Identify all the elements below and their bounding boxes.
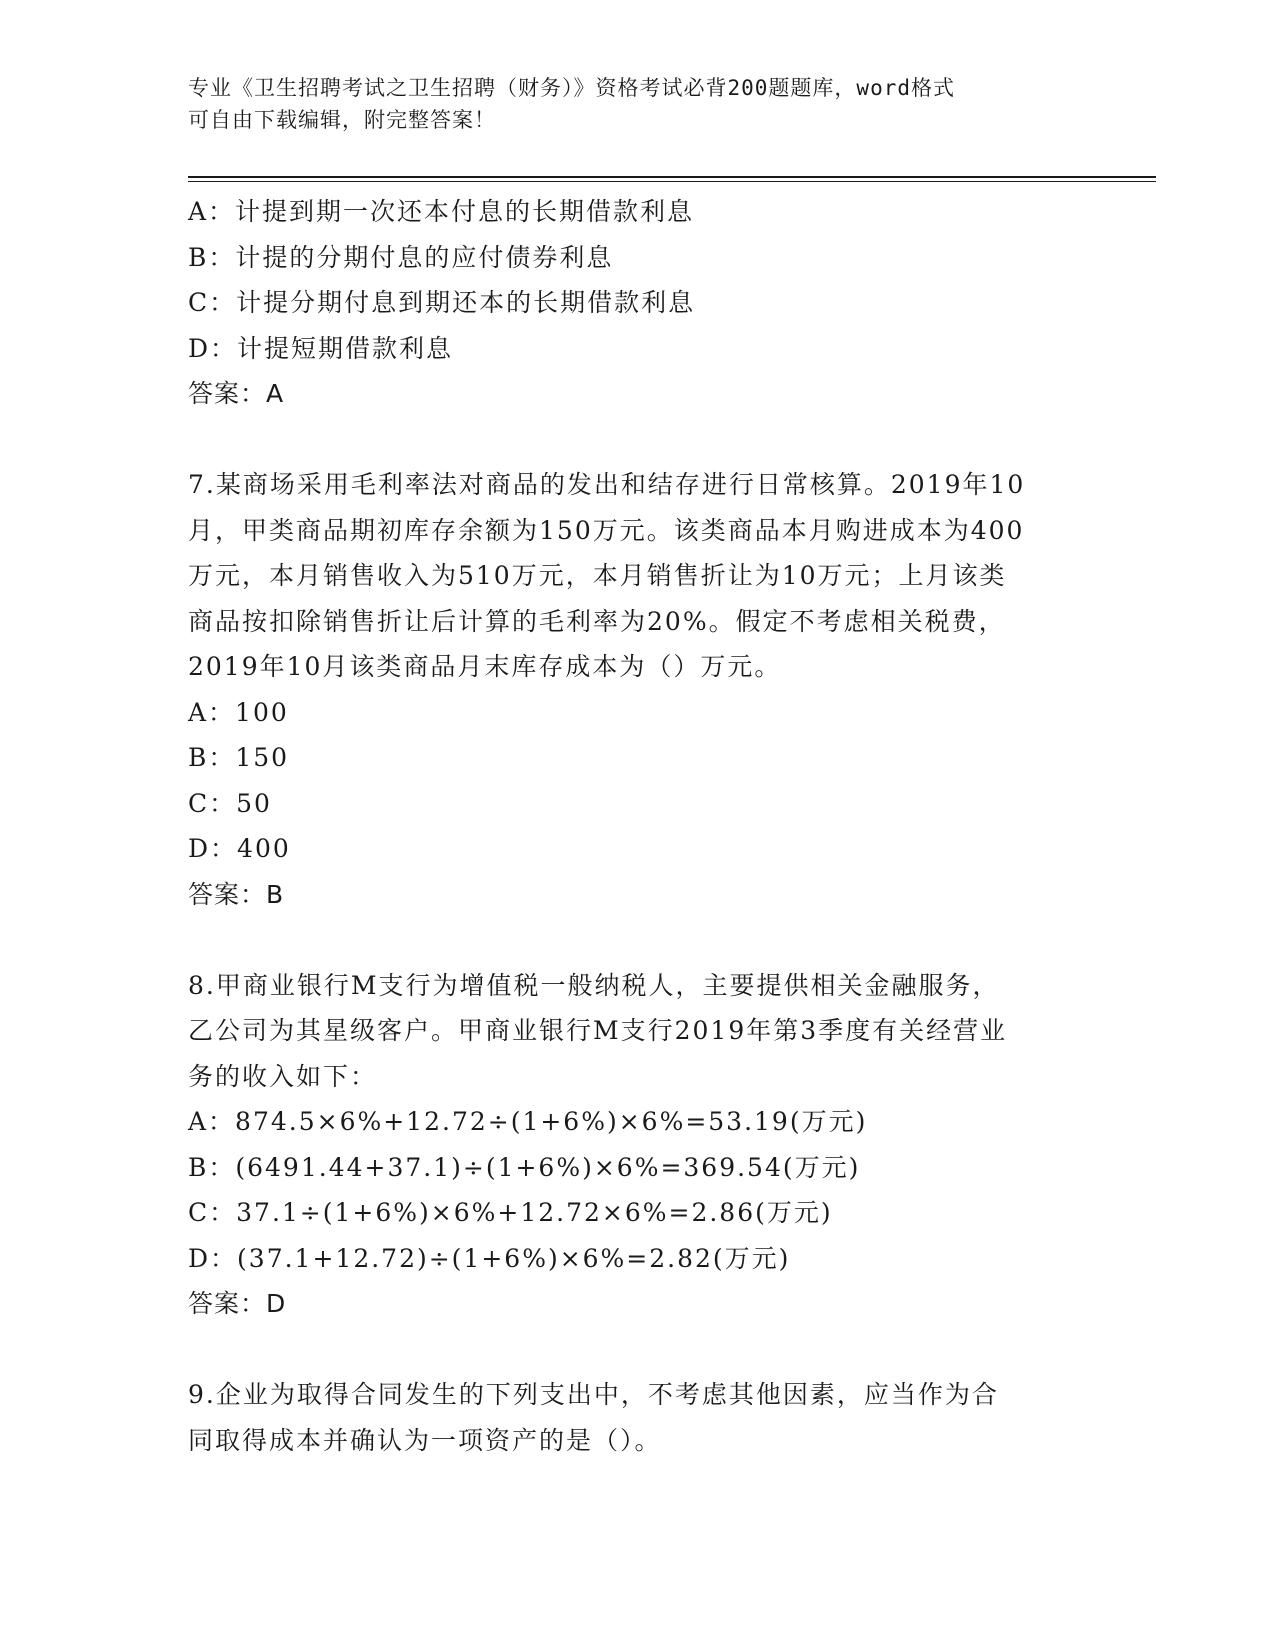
question-text-line: 2019年10月该类商品月末库存成本为（）万元。 bbox=[188, 652, 782, 681]
option-a: A：100 bbox=[188, 697, 289, 727]
question-text-line: 同取得成本并确认为一项资产的是（）。 bbox=[188, 1425, 662, 1455]
option-d: D：400 bbox=[188, 834, 291, 863]
option-b: B：(6491.44+37.1)÷(1+6%)×6%=369.54(万元) bbox=[188, 1152, 861, 1182]
option-c: C：计提分期付息到期还本的长期借款利息 bbox=[188, 288, 696, 317]
question-text-line: 万元，本月销售收入为510万元，本月销售折让为10万元；上月该类 bbox=[188, 561, 1007, 590]
option-c: C：37.1÷(1+6%)×6%+12.72×6%=2.86(万元) bbox=[188, 1198, 833, 1227]
question-text-line: 月，甲类商品期初库存余额为150万元。该类商品本月购进成本为400 bbox=[188, 515, 1025, 545]
answer: 答案：B bbox=[188, 879, 285, 909]
question-6 bbox=[188, 189, 1088, 417]
option-d: D：计提短期借款利息 bbox=[188, 333, 454, 363]
option-a: A：计提到期一次还本付息的长期借款利息 bbox=[188, 197, 695, 226]
question-9 bbox=[188, 1372, 1088, 1463]
question-text-line: 9.企业为取得合同发生的下列支出中，不考虑其他因素，应当作为合 bbox=[188, 1380, 999, 1409]
question-8 bbox=[188, 963, 1088, 1327]
answer: 答案：D bbox=[188, 1289, 287, 1318]
option-b: B：计提的分期付息的应付债券利息 bbox=[188, 242, 614, 272]
header-line: 可自由下载编辑，附完整答案！ bbox=[188, 108, 496, 132]
question-text-line: 8.甲商业银行M支行为增值税一般纳税人，主要提供相关金融服务， bbox=[188, 970, 1000, 1000]
header-divider-thin bbox=[188, 181, 1156, 182]
spacer bbox=[188, 917, 1088, 963]
question-text-line: 务的收入如下： bbox=[188, 1061, 378, 1091]
question-text-line: 乙公司为其星级客户。甲商业银行M支行2019年第3季度有关经营业 bbox=[188, 1016, 1008, 1045]
question-text-line: 商品按扣除销售折让后计算的毛利率为20%。假定不考虑相关税费， bbox=[188, 606, 1006, 636]
header-divider-thick bbox=[188, 176, 1156, 178]
option-b: B：150 bbox=[188, 743, 290, 772]
document-body bbox=[188, 189, 1088, 1463]
option-a: A：874.5×6%+12.72÷(1+6%)×6%=53.19(万元) bbox=[188, 1107, 868, 1136]
option-c: C：50 bbox=[188, 788, 272, 818]
spacer bbox=[188, 1327, 1088, 1373]
question-text-line: 7.某商场采用毛利率法对商品的发出和结存进行日常核算。2019年10 bbox=[188, 470, 1026, 499]
option-d: D：(37.1+12.72)÷(1+6%)×6%=2.82(万元) bbox=[188, 1243, 791, 1273]
question-7 bbox=[188, 462, 1088, 917]
spacer bbox=[188, 417, 1088, 463]
document-header bbox=[188, 72, 1068, 136]
header-line: 专业《卫生招聘考试之卫生招聘（财务）》资格考试必背200题题库，word格式 bbox=[188, 76, 955, 100]
answer: 答案：A bbox=[188, 379, 285, 408]
